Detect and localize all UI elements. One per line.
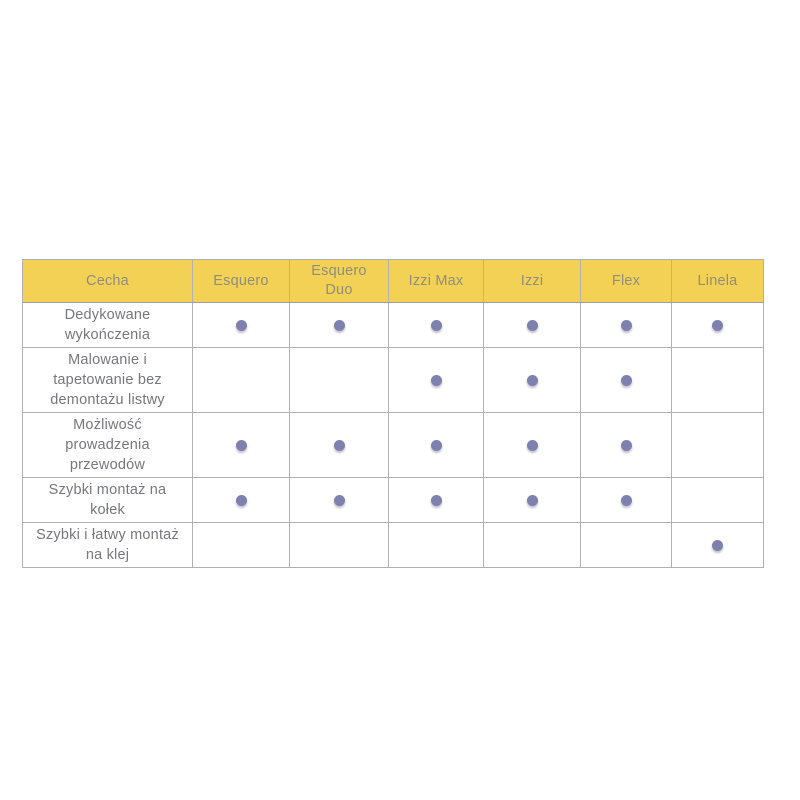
- check-dot-icon: [527, 320, 538, 331]
- comparison-table: [22, 259, 764, 568]
- dot-cell: [581, 303, 672, 348]
- table-row: [23, 303, 764, 348]
- dot-cell: [581, 413, 672, 478]
- dot-cell: [581, 523, 672, 568]
- dot-cell: [290, 523, 389, 568]
- feature-cell: Szybki montaż na kołek: [23, 478, 193, 523]
- check-dot-icon: [621, 320, 632, 331]
- dot-cell: [672, 413, 764, 478]
- dot-cell: [290, 348, 389, 413]
- dot-cell: [672, 478, 764, 523]
- check-dot-icon: [527, 440, 538, 451]
- product-column-header: Esquero Duo: [290, 260, 389, 303]
- feature-column-header: Cecha: [23, 260, 193, 303]
- dot-cell: [290, 303, 389, 348]
- feature-cell: Możliwość prowadzenia przewodów: [23, 413, 193, 478]
- dot-cell: [484, 478, 581, 523]
- check-dot-icon: [431, 320, 442, 331]
- dot-cell: [672, 523, 764, 568]
- check-dot-icon: [527, 375, 538, 386]
- dot-cell: [193, 413, 290, 478]
- product-column-header: Izzi: [484, 260, 581, 303]
- feature-cell: Szybki i łatwy montaż na klej: [23, 523, 193, 568]
- check-dot-icon: [712, 540, 723, 551]
- dot-cell: [290, 478, 389, 523]
- dot-cell: [389, 303, 484, 348]
- dot-cell: [193, 478, 290, 523]
- dot-cell: [484, 303, 581, 348]
- table-row: [23, 413, 764, 478]
- table-row: [23, 523, 764, 568]
- dot-cell: [193, 303, 290, 348]
- dot-cell: [389, 523, 484, 568]
- header-row: [23, 260, 764, 303]
- check-dot-icon: [334, 440, 345, 451]
- dot-cell: [672, 348, 764, 413]
- check-dot-icon: [431, 495, 442, 506]
- product-column-header: Flex: [581, 260, 672, 303]
- feature-cell: Dedykowane wykończenia: [23, 303, 193, 348]
- dot-cell: [193, 348, 290, 413]
- product-column-header: Izzi Max: [389, 260, 484, 303]
- check-dot-icon: [334, 495, 345, 506]
- check-dot-icon: [236, 440, 247, 451]
- table-row: [23, 478, 764, 523]
- table-body: [23, 303, 764, 568]
- table-row: [23, 348, 764, 413]
- check-dot-icon: [621, 495, 632, 506]
- check-dot-icon: [621, 375, 632, 386]
- dot-cell: [389, 348, 484, 413]
- check-dot-icon: [431, 375, 442, 386]
- dot-cell: [581, 348, 672, 413]
- dot-cell: [484, 413, 581, 478]
- check-dot-icon: [527, 495, 538, 506]
- dot-cell: [484, 348, 581, 413]
- check-dot-icon: [621, 440, 632, 451]
- dot-cell: [672, 303, 764, 348]
- check-dot-icon: [431, 440, 442, 451]
- check-dot-icon: [236, 320, 247, 331]
- check-dot-icon: [334, 320, 345, 331]
- dot-cell: [484, 523, 581, 568]
- dot-cell: [290, 413, 389, 478]
- product-column-header: Esquero: [193, 260, 290, 303]
- product-column-header: Linela: [672, 260, 764, 303]
- check-dot-icon: [236, 495, 247, 506]
- feature-cell: Malowanie i tapetowanie bez demontażu listwy: [23, 348, 193, 413]
- dot-cell: [389, 413, 484, 478]
- check-dot-icon: [712, 320, 723, 331]
- dot-cell: [193, 523, 290, 568]
- dot-cell: [581, 478, 672, 523]
- dot-cell: [389, 478, 484, 523]
